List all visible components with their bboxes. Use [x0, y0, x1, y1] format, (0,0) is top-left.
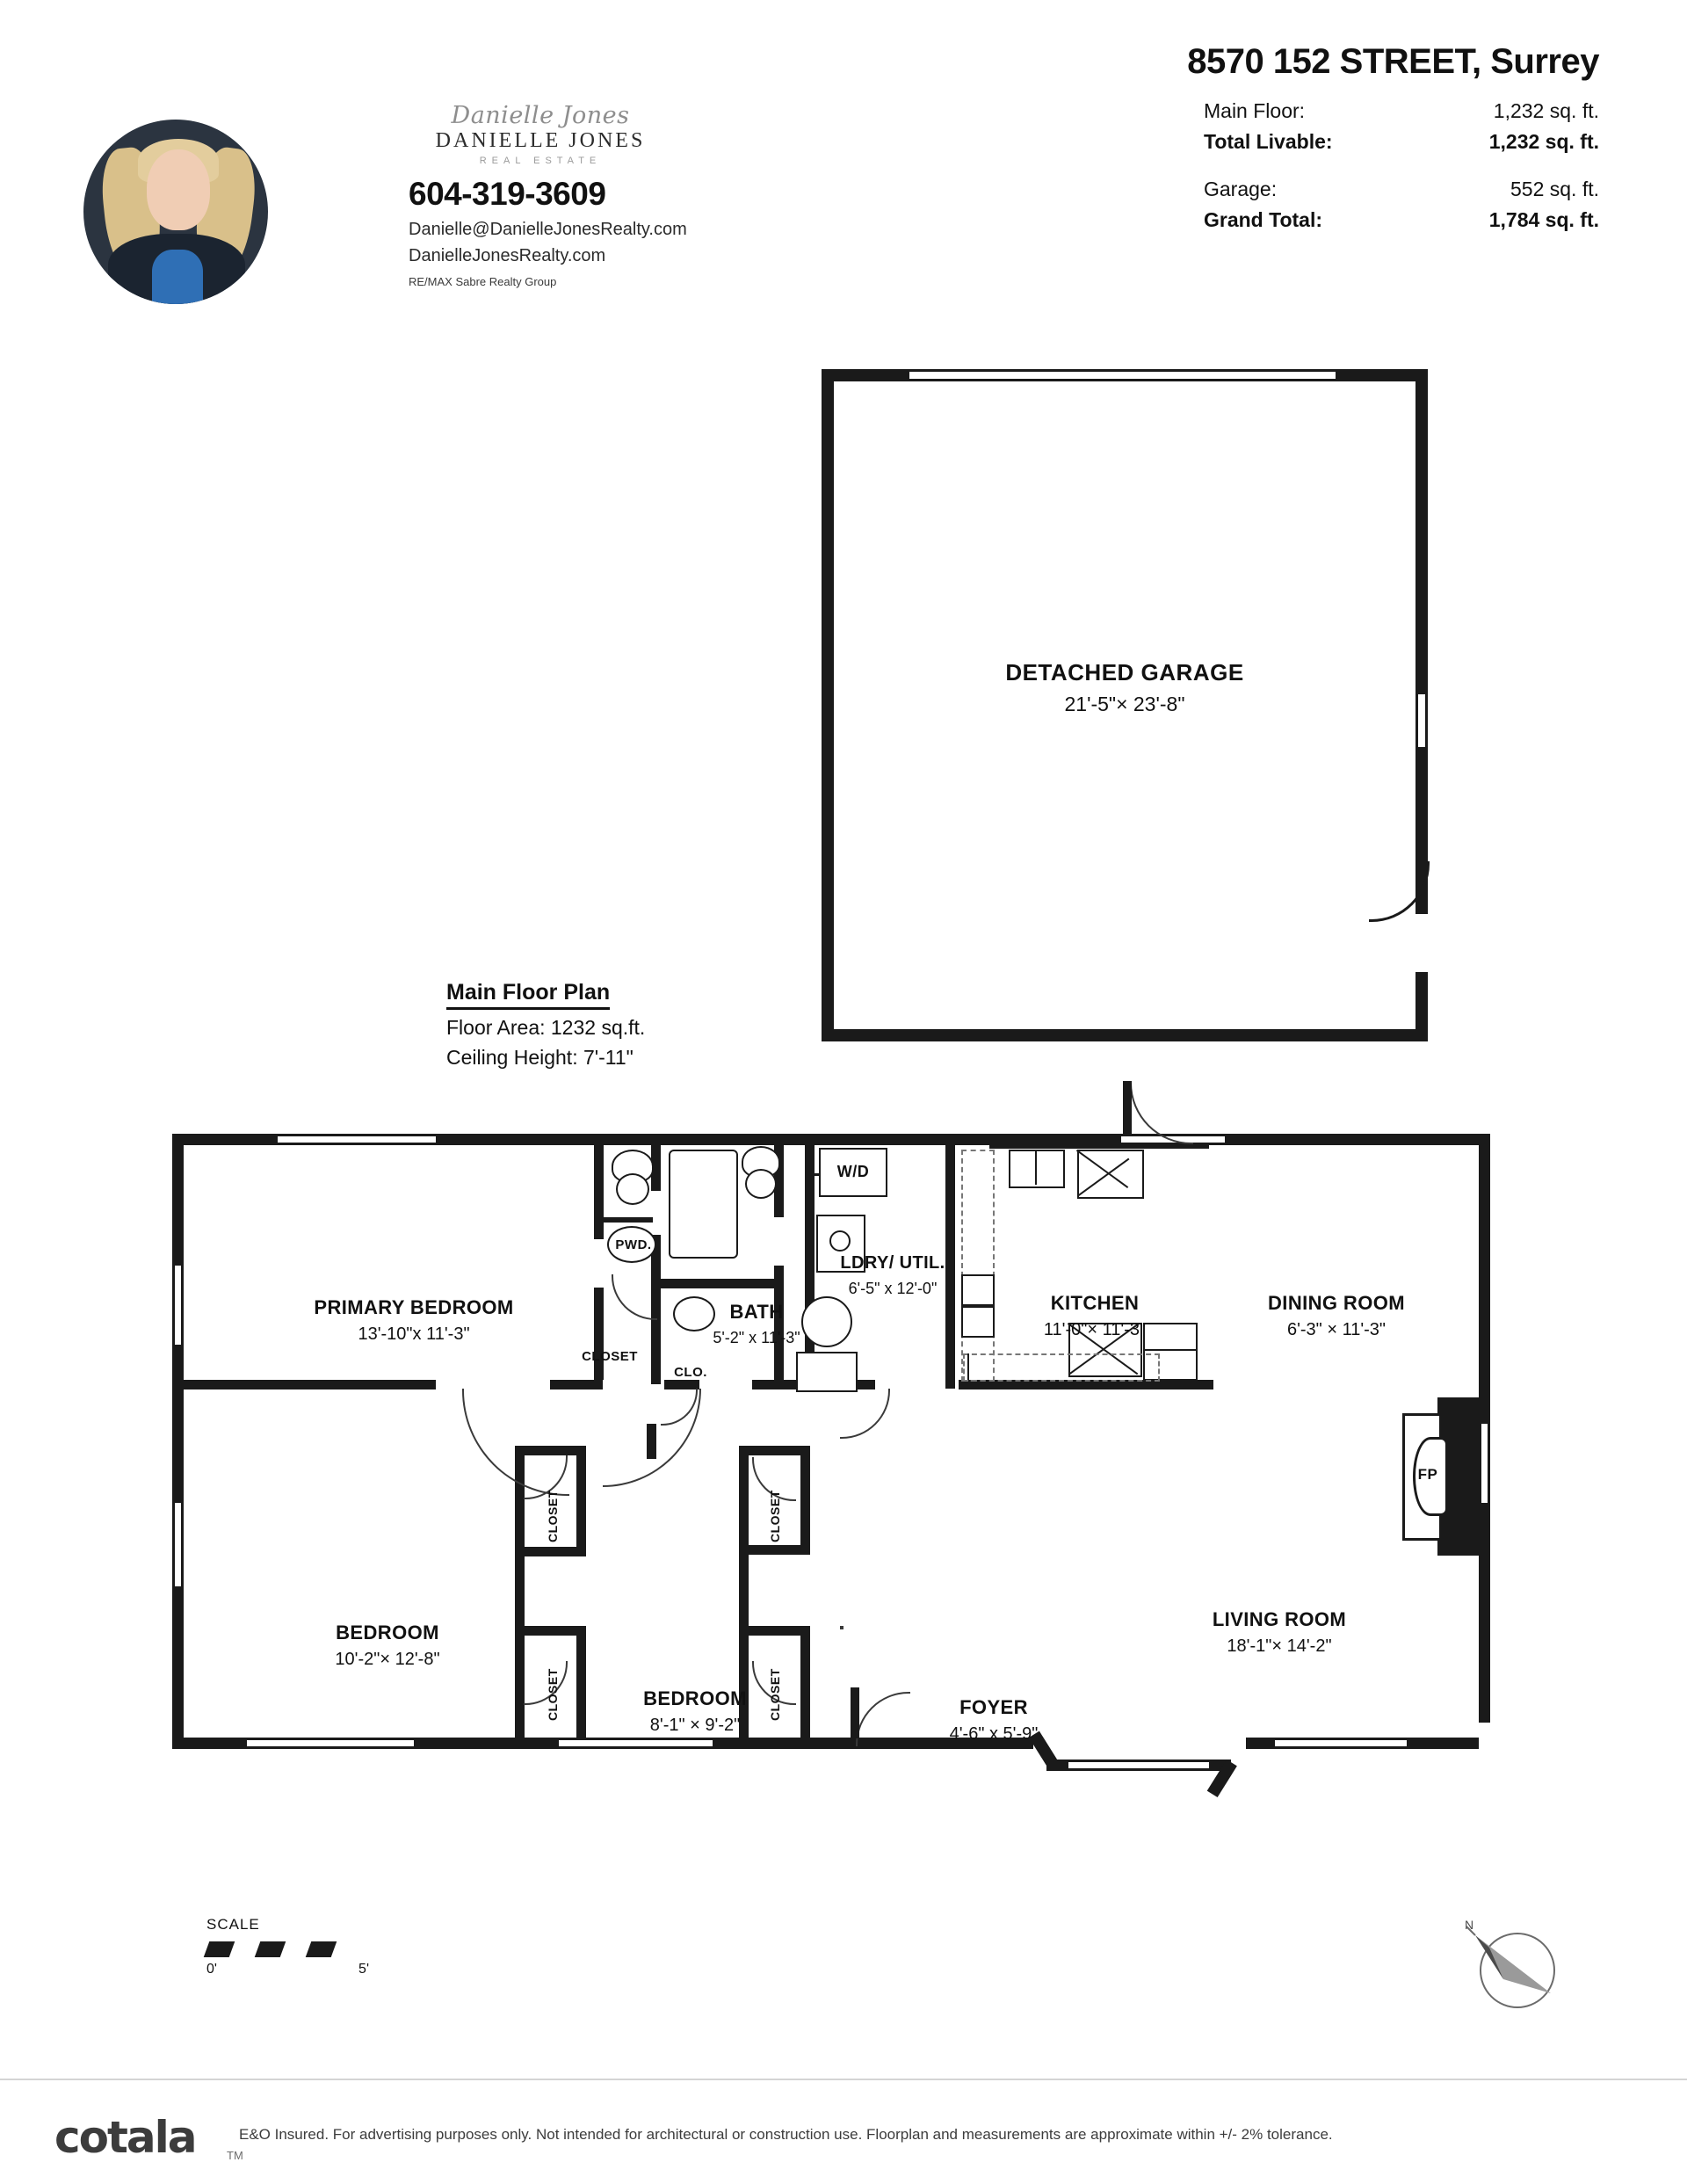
window-top-primary [278, 1134, 436, 1145]
agent-email: Danielle@DanielleJonesRealty.com [409, 220, 687, 239]
window-left-bedroom [172, 1503, 184, 1586]
scale-segment [204, 1941, 235, 1957]
label-closet-bedroom2-lower: CLOSET [768, 1668, 782, 1721]
exterior-wall-left [172, 1134, 184, 1749]
door-leaf-kitchen-side [1123, 1081, 1132, 1136]
wall-closet-outer-3 [800, 1446, 810, 1555]
room-dimensions: 13'-10"x 11'-3" [358, 1324, 470, 1344]
counter-pwd [602, 1217, 653, 1223]
footer [0, 2079, 1687, 2184]
avatar [83, 120, 268, 304]
room-label-dining [1227, 1292, 1446, 1340]
scale-segment [255, 1941, 286, 1957]
kitchen-counter-top [989, 1145, 1209, 1149]
room-name: LDRY/ UTIL. [840, 1253, 945, 1273]
stats-divider [984, 156, 1599, 174]
agent-company: RE/MAX Sabre Realty Group [409, 275, 557, 288]
garage-label [822, 659, 1428, 716]
door-swing-foyer-entry [856, 1692, 910, 1746]
kitchen-sink-divider [1035, 1150, 1037, 1185]
brand-script: Danielle Jones [451, 102, 630, 129]
spacer-arc [840, 1626, 844, 1629]
window-bottom-living [1275, 1738, 1407, 1749]
room-label-laundry [836, 1252, 950, 1298]
stat-garage [984, 174, 1599, 205]
room-name: KITCHEN [1050, 1292, 1140, 1314]
room-dimensions: 18'-1"× 14'-2" [1227, 1636, 1332, 1656]
agent-website: DanielleJonesRealty.com [409, 246, 606, 265]
scale-end: 5' [358, 1962, 369, 1977]
window-bay-front [1068, 1760, 1209, 1771]
door-leaf-foyer [851, 1687, 859, 1738]
fireplace-label: FP [1417, 1466, 1438, 1483]
room-name: BEDROOM [643, 1687, 747, 1709]
door-swing-bath [612, 1274, 657, 1320]
label-closet-bedroom1-lower: CLOSET [546, 1668, 560, 1721]
wall-closet-right-2 [576, 1626, 586, 1738]
main-floor-area: Floor Area: 1232 sq.ft. [446, 1016, 646, 1039]
wall-closet-mid-1 [515, 1547, 585, 1556]
stat-value: 1,232 sq. ft. [1493, 99, 1599, 122]
garage-dimensions: 21'-5"× 23'-8" [1064, 693, 1185, 715]
label-powder-room: PWD. [615, 1237, 652, 1252]
main-floor-plan [172, 1134, 1490, 1863]
wall-bath-top [651, 1279, 783, 1288]
scale-start: 0' [206, 1962, 217, 1977]
brand-name: DANIELLE JONES [435, 129, 646, 152]
label-closet-bedroom2-upper: CLOSET [768, 1490, 782, 1542]
toilet-pwd-bowl [616, 1173, 649, 1205]
wall-primary-right-upper [594, 1134, 604, 1239]
main-floor-heading [446, 980, 815, 1070]
scale-bar [206, 1916, 400, 1977]
window-bottom-bedroom1 [247, 1738, 414, 1749]
compass-rose [1463, 1916, 1568, 2021]
garage-door-leaf [1415, 914, 1428, 972]
property-summary [984, 42, 1599, 235]
room-label-foyer [910, 1696, 1077, 1745]
room-dimensions: 11'-0"× 11'-3" [1043, 1320, 1147, 1339]
main-floor-ceiling: Ceiling Height: 7'-11" [446, 1046, 634, 1069]
room-dimensions: 6'-3" × 11'-3" [1286, 1320, 1387, 1339]
kitchen-sink [1009, 1150, 1065, 1188]
brand-subtitle: REAL ESTATE [479, 156, 602, 166]
room-dimensions: 4'-6" x 5'-9" [949, 1724, 1039, 1744]
room-label-bedroom-2 [594, 1687, 796, 1736]
room-dimensions: 8'-1" × 9'-2" [649, 1716, 741, 1735]
room-name: LIVING ROOM [1212, 1608, 1347, 1630]
wall-closet-outer-4 [800, 1626, 810, 1738]
stat-total-livable [984, 127, 1599, 157]
agent-block [83, 102, 687, 332]
scale-segment [306, 1941, 337, 1957]
scale-graphic [206, 1941, 360, 1957]
exterior-wall-right-upper [1479, 1134, 1490, 1397]
stat-label: Grand Total: [1204, 207, 1323, 231]
detached-garage-plan [822, 369, 1428, 1041]
laundry-sink-basin [829, 1230, 851, 1252]
label-washer-dryer: W/D [836, 1163, 870, 1180]
room-name: DINING ROOM [1268, 1292, 1405, 1314]
stat-label: Main Floor: [1204, 99, 1306, 122]
stat-value: 1,232 sq. ft. [1488, 129, 1599, 153]
wall-mid-horizontal-left [172, 1380, 436, 1389]
stat-value: 552 sq. ft. [1510, 178, 1599, 200]
wall-closet-right-1 [576, 1446, 586, 1556]
hot-water-tank [796, 1352, 858, 1392]
room-name: PRIMARY BEDROOM [314, 1296, 514, 1318]
wall-closet-top-2 [515, 1626, 585, 1636]
window-left-primary [172, 1266, 184, 1345]
dishwasher-b [961, 1306, 995, 1338]
compass-icon [1463, 1916, 1568, 2021]
stat-label: Total Livable: [1204, 129, 1333, 153]
wall-bath-right-upper [774, 1134, 784, 1217]
room-dimensions: 6'-5" x 12'-0" [848, 1280, 938, 1297]
room-label-living [1152, 1608, 1407, 1657]
brand-logo [409, 104, 672, 166]
window-bottom-bedroom2 [559, 1738, 713, 1749]
room-label-kitchen [994, 1292, 1196, 1340]
kitchen-island-dashed [963, 1353, 1160, 1382]
scale-ticks [206, 1962, 369, 1977]
label-closet-bedroom1-upper: CLOSET [546, 1490, 560, 1542]
page-title: 8570 152 STREET, Surrey [1187, 42, 1599, 81]
room-label-bath [691, 1301, 822, 1347]
avatar-face [147, 149, 210, 230]
garage-wall-bottom [822, 1029, 1428, 1041]
label-linen-closet: CLO. [674, 1365, 707, 1380]
scale-label: SCALE [206, 1916, 260, 1933]
dishwasher-a [961, 1274, 995, 1306]
stat-grand-total [984, 205, 1599, 236]
wall-primary-right-lower [594, 1288, 604, 1380]
room-name: FOYER [959, 1696, 1028, 1718]
upper-cabinets-left [961, 1150, 995, 1382]
garage-name: DETACHED GARAGE [1005, 659, 1244, 686]
room-label-primary-bedroom [269, 1296, 559, 1345]
room-name: BATH [729, 1301, 784, 1323]
agent-phone: 604-319-3609 [409, 176, 606, 212]
toilet-bath-bowl [745, 1169, 777, 1199]
garage-overhead-door [909, 369, 1336, 381]
cotala-logo: cotala [54, 2112, 196, 2163]
stat-label: Garage: [1204, 178, 1278, 200]
compass-north-letter: N [1465, 1918, 1474, 1932]
label-closet-primary: CLOSET [582, 1349, 638, 1364]
kitchen-detail-1 [967, 1353, 969, 1380]
room-name: BEDROOM [336, 1622, 439, 1643]
room-label-bedroom-1 [269, 1622, 506, 1670]
room-dimensions: 10'-2"× 12'-8" [335, 1650, 440, 1669]
avatar-shirt [152, 250, 203, 304]
cotala-trademark: TM [227, 2149, 243, 2162]
main-floor-title: Main Floor Plan [446, 980, 610, 1010]
disclaimer-text: E&O Insured. For advertising purposes only. Not intended for architectural or construction use. Floorplan and measurements are approximate within +/- 2% tolerance. [239, 2126, 1333, 2143]
room-dimensions: 5'-2" x 11'-3" [713, 1329, 800, 1346]
stat-main-floor [984, 96, 1599, 127]
stat-value: 1,784 sq. ft. [1488, 207, 1599, 231]
door-swing-laundry [840, 1389, 890, 1439]
